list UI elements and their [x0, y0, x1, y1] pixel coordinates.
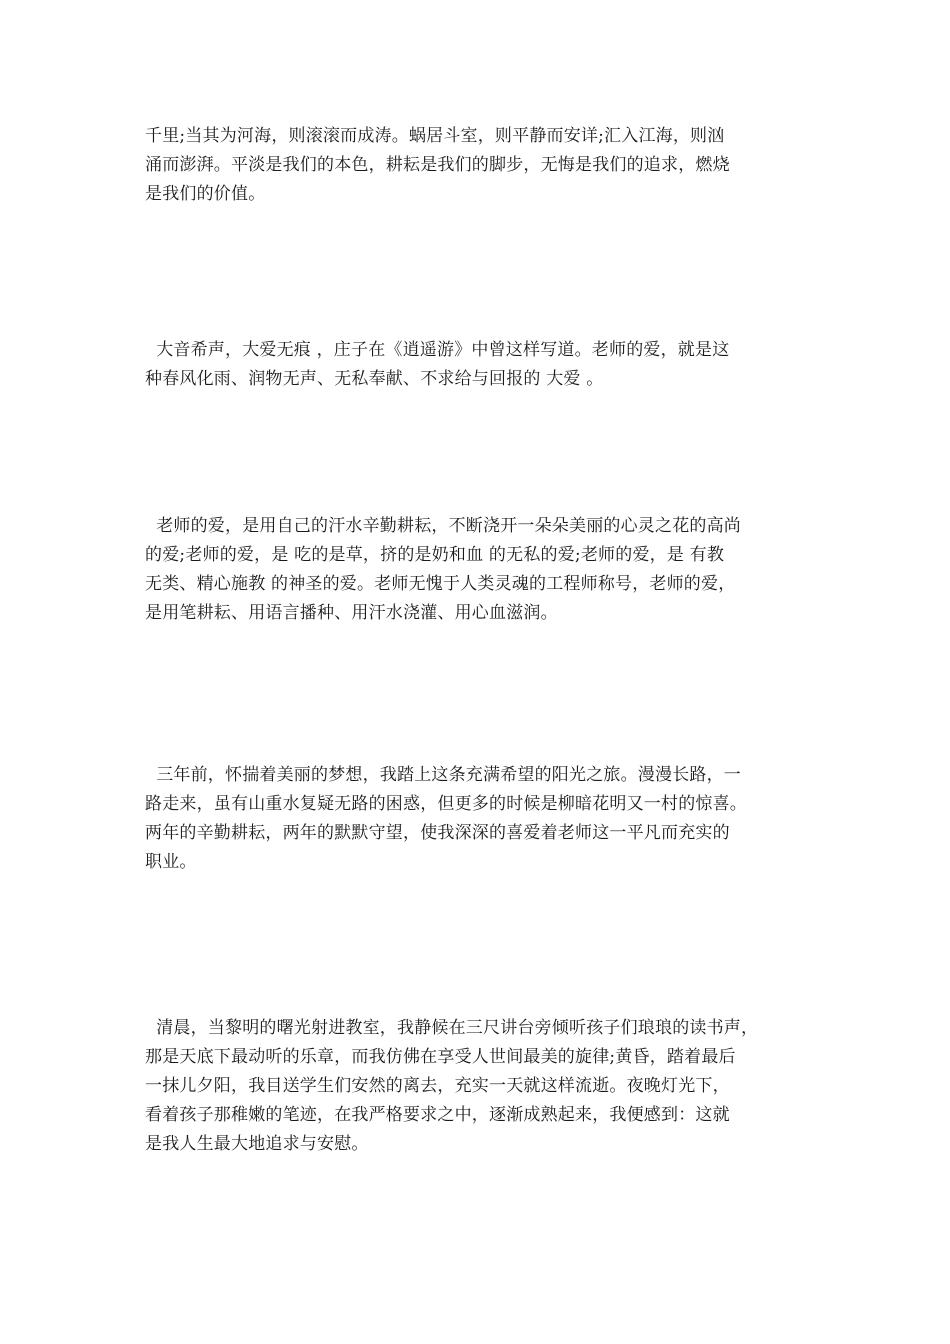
paragraph-line: 的爱;老师的爱，是 吃的是草，挤的是奶和血 的无私的爱;老师的爱，是 有教 — [145, 545, 725, 565]
paragraph-line: 清晨，当黎明的曙光射进教室，我静候在三尺讲台旁倾听孩子们琅琅的读书声， — [145, 1018, 759, 1038]
paragraph-5 — [145, 1014, 825, 1159]
paragraph-3 — [145, 512, 825, 628]
paragraph-line: 一抹儿夕阳，我目送学生们安然的离去，充实一天就这样流逝。夜晚灯光下， — [145, 1076, 730, 1096]
paragraph-line: 千里;当其为河海，则滚滚而成涛。蜗居斗室，则平静而安详;汇入江海，则汹 — [145, 126, 725, 146]
paragraph-line: 大音希声，大爱无痕 ，庄子在《逍遥游》中曾这样写道。老师的爱，就是这 — [145, 340, 730, 360]
paragraph-line: 那是天底下最动听的乐章，而我仿佛在享受人世间最美的旋律;黄昏，踏着最后 — [145, 1047, 736, 1067]
paragraph-line: 是用笔耕耘、用语言播种、用汗水浇灌、用心血滋润。 — [145, 603, 558, 623]
paragraph-line: 是我们的价值。 — [145, 184, 266, 204]
paragraph-line: 老师的爱，是用自己的汗水辛勤耕耘，不断浇开一朵朵美丽的心灵之花的高尚 — [145, 516, 742, 536]
paragraph-line: 看着孩子那稚嫩的笔迹，在我严格要求之中，逐渐成熟起来，我便感到：这就 — [145, 1105, 730, 1125]
paragraph-line: 是我人生最大地追求与安慰。 — [145, 1134, 369, 1154]
paragraph-line: 无类、精心施教 的神圣的爱。老师无愧于人类灵魂的工程师称号，老师的爱， — [145, 574, 736, 594]
paragraph-1 — [145, 122, 825, 209]
paragraph-line: 两年的辛勤耕耘，两年的默默守望，使我深深的喜爱着老师这一平凡而充实的 — [145, 823, 730, 843]
paragraph-2 — [145, 336, 825, 394]
paragraph-line: 种春风化雨、润物无声、无私奉献、不求给与回报的 大爱 。 — [145, 369, 604, 389]
paragraph-4 — [145, 761, 825, 877]
paragraph-line: 涌而澎湃。平淡是我们的本色，耕耘是我们的脚步，无悔是我们的追求，燃烧 — [145, 155, 730, 175]
paragraph-line: 三年前，怀揣着美丽的梦想，我踏上这条充满希望的阳光之旅。漫漫长路，一 — [145, 765, 742, 785]
paragraph-line: 路走来，虽有山重水复疑无路的困惑，但更多的时候是柳暗花明又一村的惊喜。 — [145, 794, 747, 814]
paragraph-line: 职业。 — [145, 852, 197, 872]
